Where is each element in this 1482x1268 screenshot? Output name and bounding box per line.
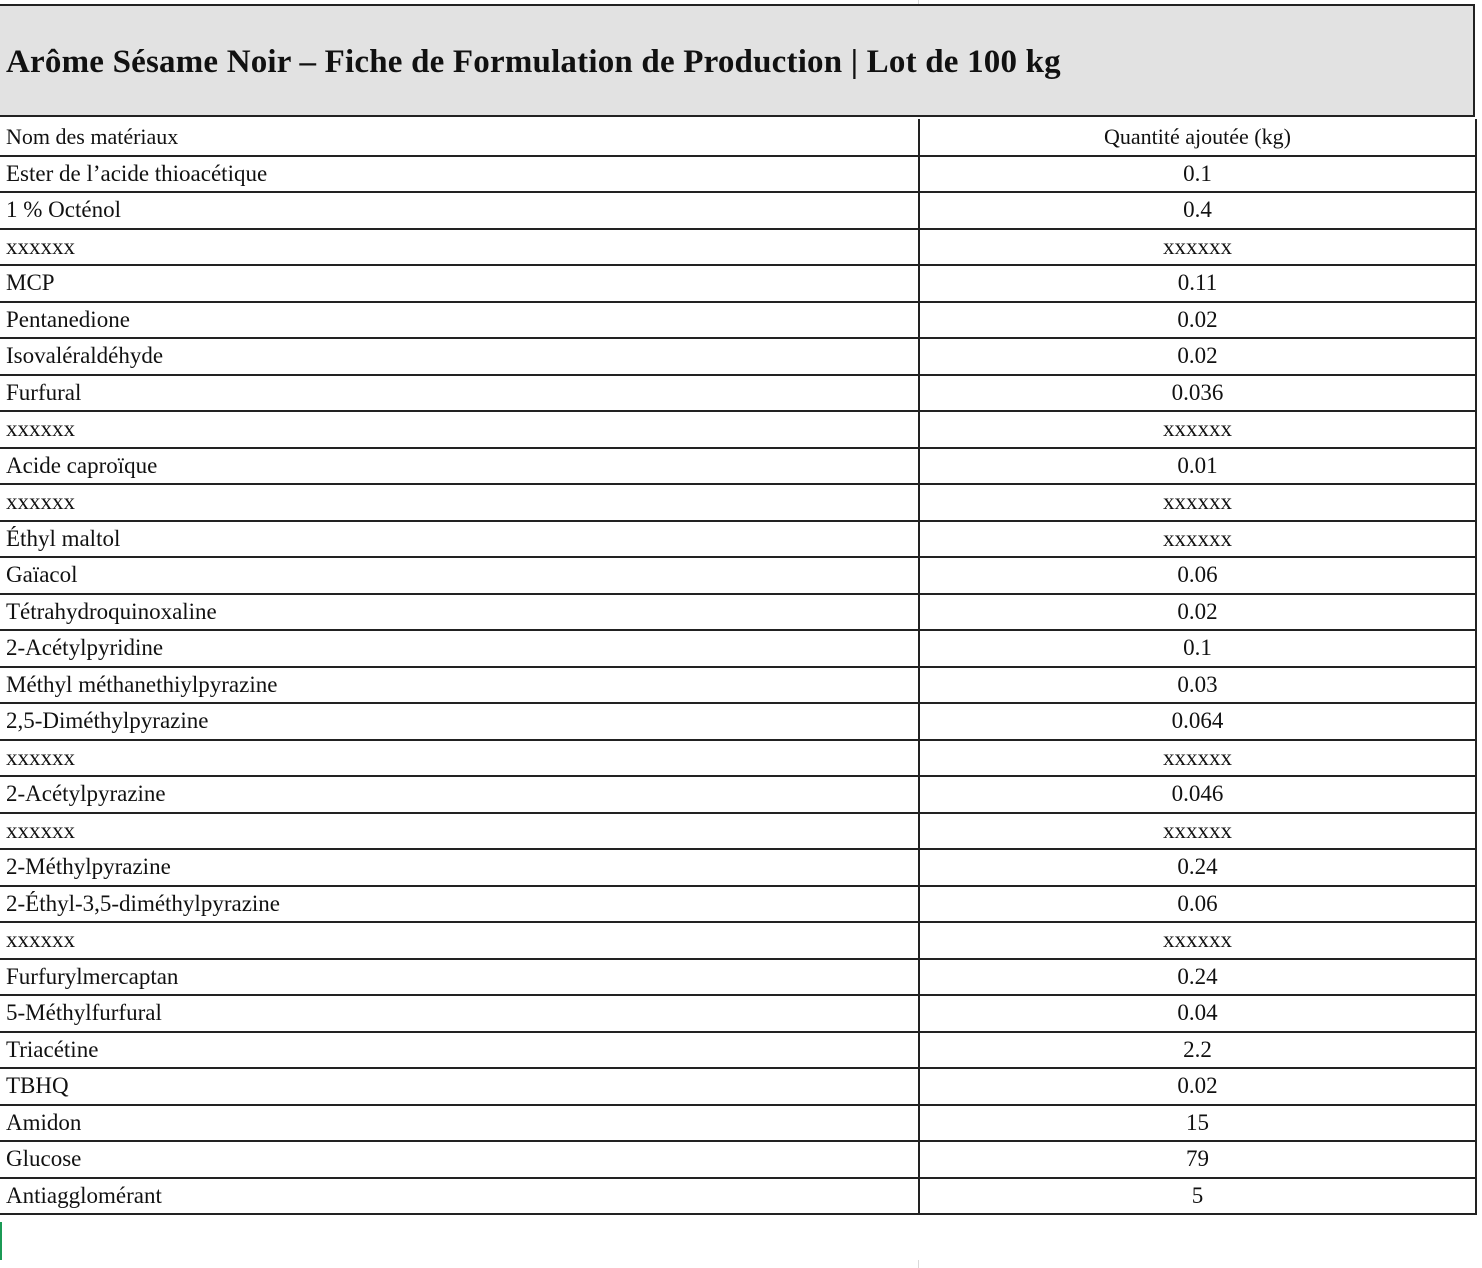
quantity-cell[interactable]: 2.2 bbox=[919, 1032, 1476, 1069]
table-row bbox=[0, 886, 1476, 923]
quantity-cell[interactable]: xxxxxx bbox=[919, 521, 1476, 558]
quantity-cell[interactable]: 0.1 bbox=[919, 630, 1476, 667]
table-header-row bbox=[0, 119, 1476, 156]
material-name-cell[interactable]: Amidon bbox=[0, 1105, 919, 1142]
material-name-cell[interactable]: Pentanedione bbox=[0, 302, 919, 339]
material-name-cell[interactable]: 5-Méthylfurfural bbox=[0, 995, 919, 1032]
table-row bbox=[0, 813, 1476, 850]
title-cell[interactable] bbox=[0, 4, 1475, 117]
table-row bbox=[0, 448, 1476, 485]
active-cell-marker bbox=[0, 1222, 2, 1260]
table-row bbox=[0, 156, 1476, 193]
table-row bbox=[0, 1141, 1476, 1178]
table-row bbox=[0, 667, 1476, 704]
header-quantity[interactable]: Quantité ajoutée (kg) bbox=[919, 119, 1476, 156]
quantity-cell[interactable]: xxxxxx bbox=[919, 411, 1476, 448]
table-row bbox=[0, 849, 1476, 886]
table-row bbox=[0, 521, 1476, 558]
material-name-cell[interactable]: Éthyl maltol bbox=[0, 521, 919, 558]
quantity-cell[interactable]: 0.01 bbox=[919, 448, 1476, 485]
table-row bbox=[0, 740, 1476, 777]
material-name-cell[interactable]: xxxxxx bbox=[0, 740, 919, 777]
table-row bbox=[0, 594, 1476, 631]
quantity-cell[interactable]: 79 bbox=[919, 1141, 1476, 1178]
table-row bbox=[0, 630, 1476, 667]
quantity-cell[interactable]: 0.04 bbox=[919, 995, 1476, 1032]
table-row bbox=[0, 959, 1476, 996]
material-name-cell[interactable]: MCP bbox=[0, 265, 919, 302]
page-title: Arôme Sésame Noir – Fiche de Formulation de Production | Lot de 100 kg bbox=[6, 44, 1061, 80]
material-name-cell[interactable]: 2-Éthyl-3,5-diméthylpyrazine bbox=[0, 886, 919, 923]
quantity-cell[interactable]: 0.11 bbox=[919, 265, 1476, 302]
material-name-cell[interactable]: xxxxxx bbox=[0, 484, 919, 521]
material-name-cell[interactable]: Furfurylmercaptan bbox=[0, 959, 919, 996]
quantity-cell[interactable]: 0.036 bbox=[919, 375, 1476, 412]
table-row bbox=[0, 302, 1476, 339]
quantity-cell[interactable]: xxxxxx bbox=[919, 740, 1476, 777]
material-name-cell[interactable]: xxxxxx bbox=[0, 229, 919, 266]
material-name-cell[interactable]: Glucose bbox=[0, 1141, 919, 1178]
quantity-cell[interactable]: 0.24 bbox=[919, 849, 1476, 886]
bottom-gridline-strip bbox=[0, 1260, 1482, 1268]
table-row bbox=[0, 995, 1476, 1032]
table-row bbox=[0, 229, 1476, 266]
material-name-cell[interactable]: Isovaléraldéhyde bbox=[0, 338, 919, 375]
material-name-cell[interactable]: xxxxxx bbox=[0, 813, 919, 850]
material-name-cell[interactable]: 2,5-Diméthylpyrazine bbox=[0, 703, 919, 740]
material-name-cell[interactable]: Antiagglomérant bbox=[0, 1178, 919, 1215]
column-gridline-bottom bbox=[918, 1260, 919, 1268]
table-row bbox=[0, 1032, 1476, 1069]
quantity-cell[interactable]: 0.064 bbox=[919, 703, 1476, 740]
material-name-cell[interactable]: Gaïacol bbox=[0, 557, 919, 594]
formulation-table bbox=[0, 119, 1477, 1215]
material-name-cell[interactable]: 2-Méthylpyrazine bbox=[0, 849, 919, 886]
table-row bbox=[0, 1068, 1476, 1105]
quantity-cell[interactable]: 0.02 bbox=[919, 302, 1476, 339]
quantity-cell[interactable]: 15 bbox=[919, 1105, 1476, 1142]
quantity-cell[interactable]: 0.4 bbox=[919, 192, 1476, 229]
material-name-cell[interactable]: Acide caproïque bbox=[0, 448, 919, 485]
material-name-cell[interactable]: Tétrahydroquinoxaline bbox=[0, 594, 919, 631]
material-name-cell[interactable]: Ester de l’acide thioacétique bbox=[0, 156, 919, 193]
quantity-cell[interactable]: 0.02 bbox=[919, 338, 1476, 375]
material-name-cell[interactable]: Méthyl méthanethiylpyrazine bbox=[0, 667, 919, 704]
material-name-cell[interactable]: 2-Acétylpyrazine bbox=[0, 776, 919, 813]
quantity-cell[interactable]: 0.02 bbox=[919, 594, 1476, 631]
quantity-cell[interactable]: 0.24 bbox=[919, 959, 1476, 996]
material-name-cell[interactable]: TBHQ bbox=[0, 1068, 919, 1105]
table-row bbox=[0, 338, 1476, 375]
table-row bbox=[0, 375, 1476, 412]
quantity-cell[interactable]: 5 bbox=[919, 1178, 1476, 1215]
material-name-cell[interactable]: xxxxxx bbox=[0, 411, 919, 448]
table-row bbox=[0, 192, 1476, 229]
quantity-cell[interactable]: 0.046 bbox=[919, 776, 1476, 813]
quantity-cell[interactable]: 0.06 bbox=[919, 557, 1476, 594]
quantity-cell[interactable]: 0.02 bbox=[919, 1068, 1476, 1105]
material-name-cell[interactable]: Furfural bbox=[0, 375, 919, 412]
material-name-cell[interactable]: 2-Acétylpyridine bbox=[0, 630, 919, 667]
table-row bbox=[0, 1178, 1476, 1215]
material-name-cell[interactable]: Triacétine bbox=[0, 1032, 919, 1069]
material-name-cell[interactable]: 1 % Octénol bbox=[0, 192, 919, 229]
quantity-cell[interactable]: xxxxxx bbox=[919, 484, 1476, 521]
quantity-cell[interactable]: 0.03 bbox=[919, 667, 1476, 704]
table-row bbox=[0, 411, 1476, 448]
table-row bbox=[0, 484, 1476, 521]
quantity-cell[interactable]: 0.06 bbox=[919, 886, 1476, 923]
quantity-cell[interactable]: 0.1 bbox=[919, 156, 1476, 193]
header-material-name[interactable]: Nom des matériaux bbox=[0, 119, 919, 156]
table-row bbox=[0, 557, 1476, 594]
material-name-cell[interactable]: xxxxxx bbox=[0, 922, 919, 959]
table-row bbox=[0, 265, 1476, 302]
quantity-cell[interactable]: xxxxxx bbox=[919, 229, 1476, 266]
quantity-cell[interactable]: xxxxxx bbox=[919, 813, 1476, 850]
formulation-table-body bbox=[0, 119, 1476, 1214]
table-row bbox=[0, 703, 1476, 740]
table-row bbox=[0, 776, 1476, 813]
quantity-cell[interactable]: xxxxxx bbox=[919, 922, 1476, 959]
table-row bbox=[0, 922, 1476, 959]
table-row bbox=[0, 1105, 1476, 1142]
